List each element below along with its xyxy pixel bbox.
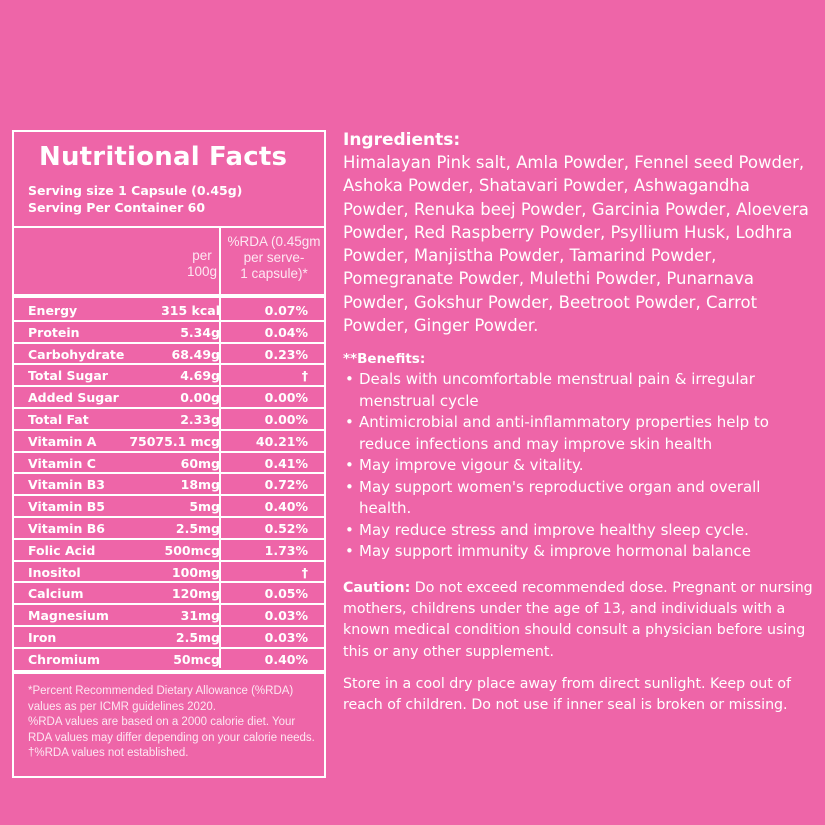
nutrient-value-per-100g: 100mg [171, 564, 220, 580]
nutrient-row [14, 453, 324, 475]
nutrient-name: Vitamin B3 [28, 477, 105, 493]
footnote-calorie: %RDA values are based on a 2000 calorie diet. Your RDA values may differ depending on your calorie needs. †%RDA values not established. [28, 716, 315, 759]
nutrient-rda: 0.03% [264, 608, 308, 624]
nutrient-name: Vitamin C [28, 455, 96, 471]
nutrient-row [14, 409, 324, 431]
divider-thick [14, 294, 324, 298]
nutrient-rda: 0.04% [264, 324, 308, 340]
nutrient-name: Carbohydrate [28, 346, 125, 362]
nutrient-row [14, 562, 324, 584]
col-header-rda-line3: 1 capsule)* [240, 266, 308, 281]
caution-text [343, 578, 813, 663]
nutrient-name: Vitamin B6 [28, 520, 105, 536]
bullet-icon: • [345, 456, 354, 475]
benefit-item [343, 412, 813, 455]
nutrient-row [14, 583, 324, 605]
nutrient-name: Vitamin A [28, 433, 97, 449]
nutrient-value-per-100g: 2.5mg [175, 520, 220, 536]
benefit-text: May reduce stress and improve healthy sleep cycle. [359, 520, 749, 539]
nutrient-name: Inositol [28, 564, 81, 580]
nutrition-title: Nutritional Facts [39, 142, 288, 172]
nutrient-value-per-100g: 60mg [180, 455, 220, 471]
nutrient-row [14, 300, 324, 322]
nutrient-rda: 1.73% [264, 542, 308, 558]
col-header-rda [220, 234, 328, 282]
nutrient-name: Magnesium [28, 608, 109, 624]
nutrient-row [14, 518, 324, 540]
nutrient-rda: 0.00% [264, 390, 308, 406]
nutrient-name: Total Fat [28, 411, 89, 427]
col-header-rda-line2: per serve- [243, 250, 305, 265]
caution-body: Do not exceed recommended dose. Pregnant or nursing mothers, childrens under the age of 13, and individuals with a known medical condition should consult a physician before using this or any other supplement. [343, 579, 813, 660]
rda-footnote [28, 684, 320, 762]
nutrient-rda: 0.05% [264, 586, 308, 602]
nutrient-row [14, 627, 324, 649]
nutrient-name: Energy [28, 303, 78, 318]
nutrient-rda: 0.72% [264, 477, 308, 493]
col-header-rda-line1: %RDA (0.45gm [227, 234, 321, 249]
benefit-text: Deals with uncomfortable menstrual pain & irregular menstrual cycle [359, 370, 755, 410]
benefit-text: May improve vigour & vitality. [359, 456, 584, 475]
benefits-title: **Benefits: [343, 351, 426, 368]
nutrient-name: Calcium [28, 586, 84, 602]
bullet-icon: • [345, 370, 354, 389]
nutrient-row [14, 431, 324, 453]
product-info [343, 130, 813, 717]
nutrient-name: Protein [28, 324, 80, 340]
nutrient-rda: 0.52% [264, 520, 308, 536]
nutrient-value-per-100g: 0.00g [180, 390, 220, 406]
nutrient-rda: 0.40% [264, 651, 308, 667]
nutrient-rda: † [301, 564, 308, 580]
nutrient-name: Folic Acid [28, 542, 96, 558]
nutrition-facts-panel [12, 130, 326, 778]
nutrient-value-per-100g: 4.69g [180, 368, 220, 384]
footnote-icmr: *Percent Recommended Dietary Allowance (%RDA) values as per ICMR guidelines 2020. [28, 685, 294, 713]
divider [14, 226, 324, 228]
nutrient-value-per-100g: 5.34g [180, 324, 220, 340]
caution-label: Caution: [343, 579, 411, 596]
col-header-per-line1: per [192, 248, 212, 263]
nutrient-rda: † [301, 368, 308, 384]
nutrient-name: Added Sugar [28, 390, 119, 406]
nutrient-name: Chromium [28, 651, 101, 667]
nutrient-row [14, 387, 324, 409]
nutrient-row [14, 365, 324, 387]
nutrient-rda: 0.23% [264, 346, 308, 362]
benefit-text: Antimicrobial and anti-inflammatory properties help to reduce infections and may improve skin health [359, 413, 769, 453]
benefits-list [343, 369, 813, 563]
nutrient-rda: 0.00% [264, 411, 308, 427]
benefit-item [343, 369, 813, 412]
benefit-item [343, 520, 813, 542]
nutrient-value-per-100g: 75075.1 mcg [129, 433, 220, 449]
nutrient-row [14, 322, 324, 344]
ingredients-title: Ingredients: [343, 130, 461, 150]
nutrient-value-per-100g: 68.49g [171, 346, 220, 362]
bullet-icon: • [345, 413, 354, 432]
nutrient-value-per-100g: 2.33g [180, 411, 220, 427]
serving-size: Serving size 1 Capsule (0.45g) [28, 183, 243, 198]
bullet-icon: • [345, 477, 354, 496]
nutrient-value-per-100g: 5mg [189, 499, 220, 515]
nutrient-value-per-100g: 31mg [180, 608, 220, 624]
nutrient-name: Total Sugar [28, 368, 108, 384]
bullet-icon: • [345, 520, 354, 539]
nutrient-row [14, 649, 324, 671]
divider-thick [14, 670, 324, 674]
nutrient-rda: 0.07% [264, 303, 308, 318]
nutrient-rda: 40.21% [255, 433, 308, 449]
nutrient-rda: 0.41% [264, 455, 308, 471]
nutrient-row [14, 474, 324, 496]
nutrient-value-per-100g: 2.5mg [175, 629, 220, 645]
serving-info [28, 182, 242, 216]
ingredients-text: Himalayan Pink salt, Amla Powder, Fennel seed Powder, Ashoka Powder, Shatavari Powder, Ashwagandha Powder, Renuka beej Powder, Garcinia Powder, Aloevera Powder, Red Raspberry Powder, Psyllium Husk, Lodhra Powder, Manjistha Powder, Tamarind Powder, Pomegranate Powder, Mulethi Powder, Punarnava Powder, Gokshur Powder, Beetroot Powder, Carrot Powder, Ginger Powder. [343, 153, 809, 336]
nutrient-rda: 0.40% [264, 499, 308, 515]
serving-per-container: Serving Per Container 60 [28, 200, 206, 215]
nutrient-row [14, 605, 324, 627]
benefit-text: May support immunity & improve hormonal balance [359, 542, 751, 561]
bullet-icon: • [345, 542, 354, 561]
nutrient-value-per-100g: 120mg [171, 586, 220, 602]
nutrient-value-per-100g: 18mg [180, 477, 220, 493]
nutrient-value-per-100g: 315 kcal [161, 303, 220, 318]
col-header-per-line2: 100g [186, 264, 218, 279]
nutrient-value-per-100g: 50mcg [173, 651, 220, 667]
nutrient-row [14, 496, 324, 518]
nutrient-row [14, 540, 324, 562]
benefit-item [343, 477, 813, 520]
nutrient-name: Vitamin B5 [28, 499, 105, 515]
benefit-text: May support women's reproductive organ and overall health. [359, 477, 761, 518]
nutrient-row [14, 344, 324, 366]
nutrition-table [14, 300, 324, 671]
nutrient-rda: 0.03% [264, 629, 308, 645]
storage-instructions: Store in a cool dry place away from direct sunlight. Keep out of reach of children. Do not use if inner seal is broken or missing. [343, 676, 792, 714]
benefit-item [343, 455, 813, 477]
benefit-item [343, 541, 813, 563]
nutrient-name: Iron [28, 629, 57, 645]
nutrient-value-per-100g: 500mcg [164, 542, 220, 558]
